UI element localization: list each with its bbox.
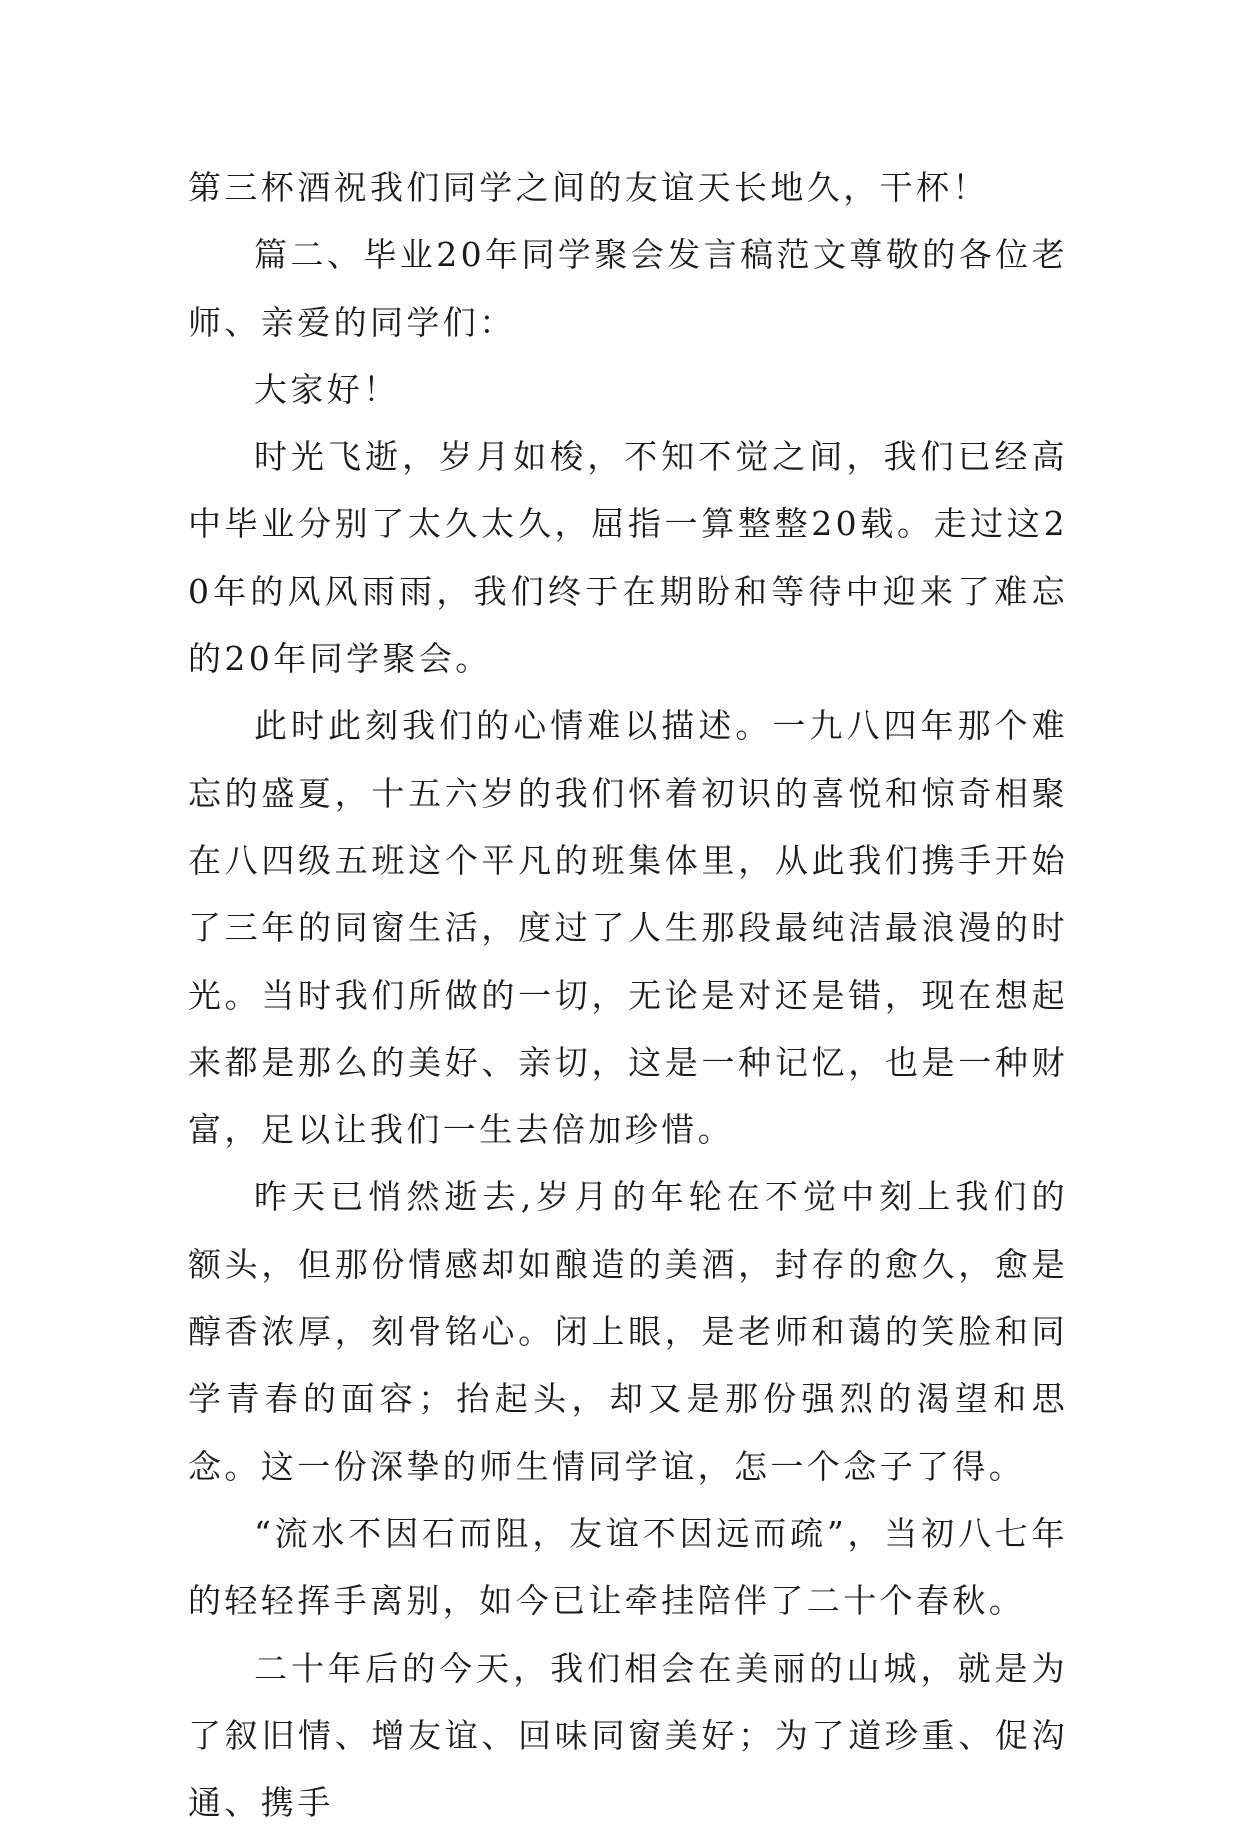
paragraph-memories: 此时此刻我们的心情难以描述。一九八四年那个难忘的盛夏，十五六岁的我们怀着初识的喜悦和惊奇相聚在八四级五班这个平凡的班集体里，从此我们携手开始了三年的同窗生活，度过了人生那段最纯洁最浪漫的时光。当时我们所做的一切，无论是对还是错，现在想起来都是那么的美好、亲切，这是一种记忆，也是一种财富，足以让我们一生去倍加珍惜。 xyxy=(188,706,1068,1150)
paragraph-quote: “流水不因石而阻，友谊不因远而疏”，当初八七年的轻轻挥手离别，如今已让牵挂陪伴了二十个春秋。 xyxy=(188,1513,1068,1621)
paragraph-greeting: 大家好！ xyxy=(254,369,400,409)
paragraph-time-flies: 时光飞逝，岁月如梭，不知不觉之间，我们已经高中毕业分别了太久太久，屈指一算整整20载。走过这20年的风风雨雨，我们终于在期盼和等待中迎来了难忘的20年同学聚会。 xyxy=(188,437,1068,679)
document-body xyxy=(188,154,1068,1836)
paragraph-reunion: 二十年后的今天，我们相会在美丽的山城，就是为了叙旧情、增友谊、回味同窗美好；为了道珍重、促沟通、携手 xyxy=(188,1648,1068,1823)
paragraph-toast-ending: 第三杯酒祝我们同学之间的友谊天长地久，干杯！ xyxy=(188,168,989,207)
paragraph-yesterday: 昨天已悄然逝去,岁月的年轮在不觉中刻上我们的额头，但那份情感却如酿造的美酒，封存的愈久，愈是醇香浓厚，刻骨铭心。闭上眼，是老师和蔼的笑脸和同学青春的面容；抬起头，却又是那份强烈的渴望和思念。这一份深挚的师生情同学谊，怎一个念子了得。 xyxy=(188,1177,1068,1486)
paragraph-section-title: 篇二、毕业20年同学聚会发言稿范文尊敬的各位老师、亲爱的同学们： xyxy=(188,235,1068,342)
